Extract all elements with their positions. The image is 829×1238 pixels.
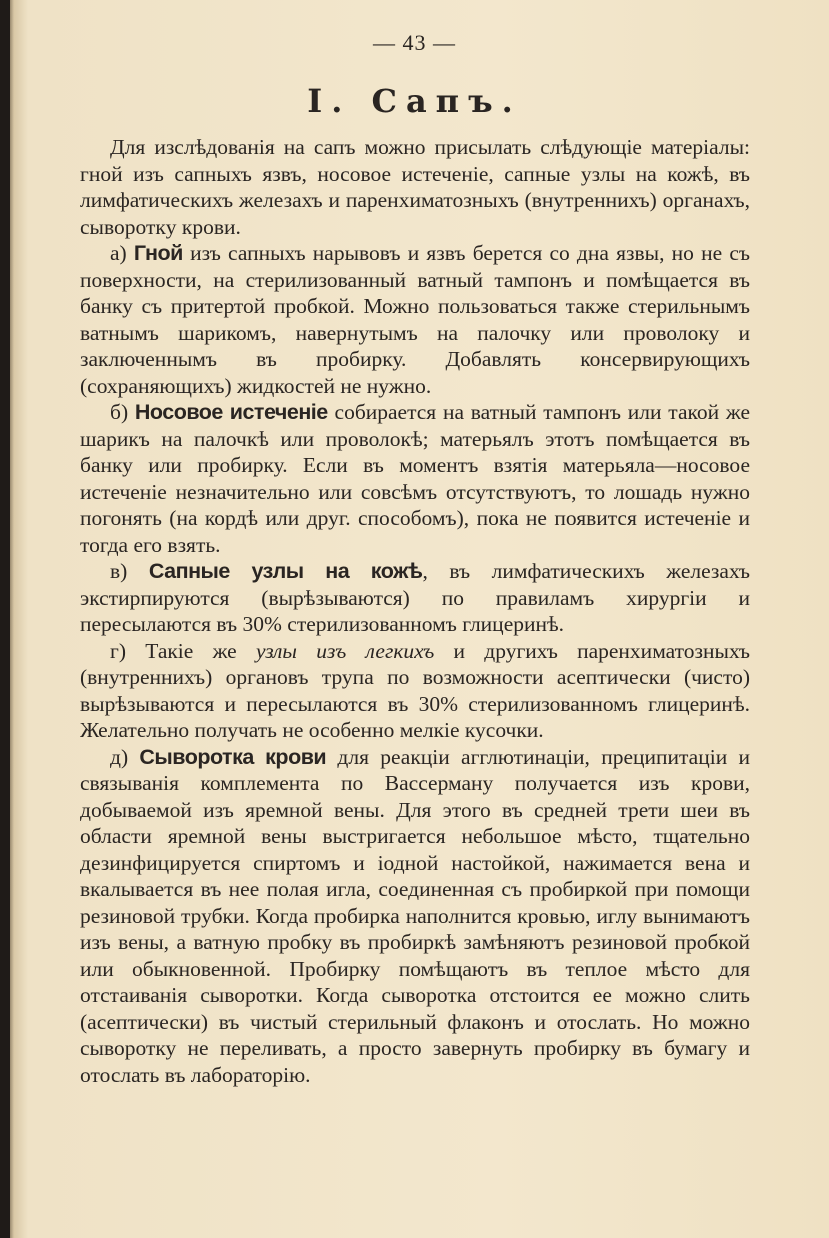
item-d-text: для реакціи агглютинаціи, преципитаціи и связыванія комплемента по Вассерману получается изъ крови, добываемой изъ яремной вены. Для этого въ средней трети шеи въ области яремной вены выстригается небольшое мѣсто, тщательно дезинфицируется спиртомъ и іодной настойкой, нажимается вена и вкалывается въ нее полая игла, соединенная съ пробиркой при помощи резиновой трубки. Когда пробирка наполнится кровью, иглу вынимаютъ изъ вены, а ватную пробку въ пробиркѣ замѣняютъ резиновой пробкой или обыкновенной. Пробирку помѣщаютъ въ теплое мѣсто для отстаиванія сыворотки. Когда сыворотка отстоится ее можно слить (асептически) въ чистый стерильный флаконъ и отослать. Но можно сыворотку не переливать, а просто завернуть пробирку въ бумагу и отослать въ лабораторію. bbox=[80, 744, 750, 1087]
item-v-text: , въ лимфатическихъ железахъ экстирпируются (вырѣзываются) по правиламъ хирургіи и пересылаются въ 30% стерилизованномъ глицеринѣ. bbox=[80, 559, 750, 636]
page-number: — 43 — bbox=[373, 30, 456, 55]
item-g-prefix: г) Такіе же bbox=[110, 638, 256, 663]
item-a-prefix: а) bbox=[110, 241, 134, 265]
item-v-prefix: в) bbox=[110, 559, 149, 583]
item-g-term: узлы изъ легкихъ bbox=[255, 638, 435, 663]
item-d-prefix: д) bbox=[110, 744, 140, 769]
intro-paragraph: Для изслѣдованія на сапъ можно присылать слѣдующіе матеріалы: гной изъ сапныхъ язвъ, носовое истеченіе, сапные узлы на кожѣ, въ лимфатическихъ железахъ и паренхиматозныхъ (внутреннихъ) органахъ, сывороткy крови. bbox=[80, 135, 750, 239]
paragraph-a bbox=[80, 240, 750, 399]
item-b-prefix: б) bbox=[110, 400, 135, 424]
paragraph-b bbox=[80, 399, 750, 558]
section-title: I. Сапъ. bbox=[307, 82, 522, 120]
item-a-text: изъ сапныхъ нарывовъ и язвъ берется со дна язвы, но не съ поверхности, на стерилизованный ватный тампонъ и помѣщается въ банку съ притертой пробкой. Можно пользоваться также стерильнымъ ватнымъ шарикомъ, навернутымъ на палочку или проволоку и заключеннымъ въ пробирку. Добавлять консервирующихъ (сохраняющихъ) жидкостей не нужно. bbox=[80, 241, 750, 398]
book-spine-shadow bbox=[0, 0, 10, 1238]
item-g-text: и другихъ паренхиматозныхъ (внутреннихъ) органовъ трупа по возможности асептически (чисто) вырѣзываются и пересылаются въ 30% стерилизованномъ глицеринѣ. Желательно получать не особенно мелкіе кусочки. bbox=[80, 638, 750, 742]
item-d-term: Сыворотка крови bbox=[139, 744, 327, 769]
item-a-term: Гной bbox=[133, 241, 183, 265]
paragraph-g bbox=[80, 638, 750, 744]
body-text bbox=[80, 134, 750, 1088]
item-b-term: Носовое истеченіе bbox=[134, 400, 328, 424]
paragraph-v bbox=[80, 558, 750, 638]
item-b-text: собирается на ватный тампонъ или такой же шарикъ на палочкѣ или проволокѣ; матерьялъ этотъ помѣщается въ банку или пробирку. Если въ моментъ взятія матерьяла—носовое истеченіе незначительно или совсѣмъ отсутствуютъ, то лошадь нужно погонять (на кордѣ или друг. способомъ), пока не появится истеченіе и тогда его взять. bbox=[80, 400, 750, 557]
paragraph-d bbox=[80, 744, 750, 1089]
item-v-term: Сапные узлы на кожѣ bbox=[148, 559, 423, 583]
